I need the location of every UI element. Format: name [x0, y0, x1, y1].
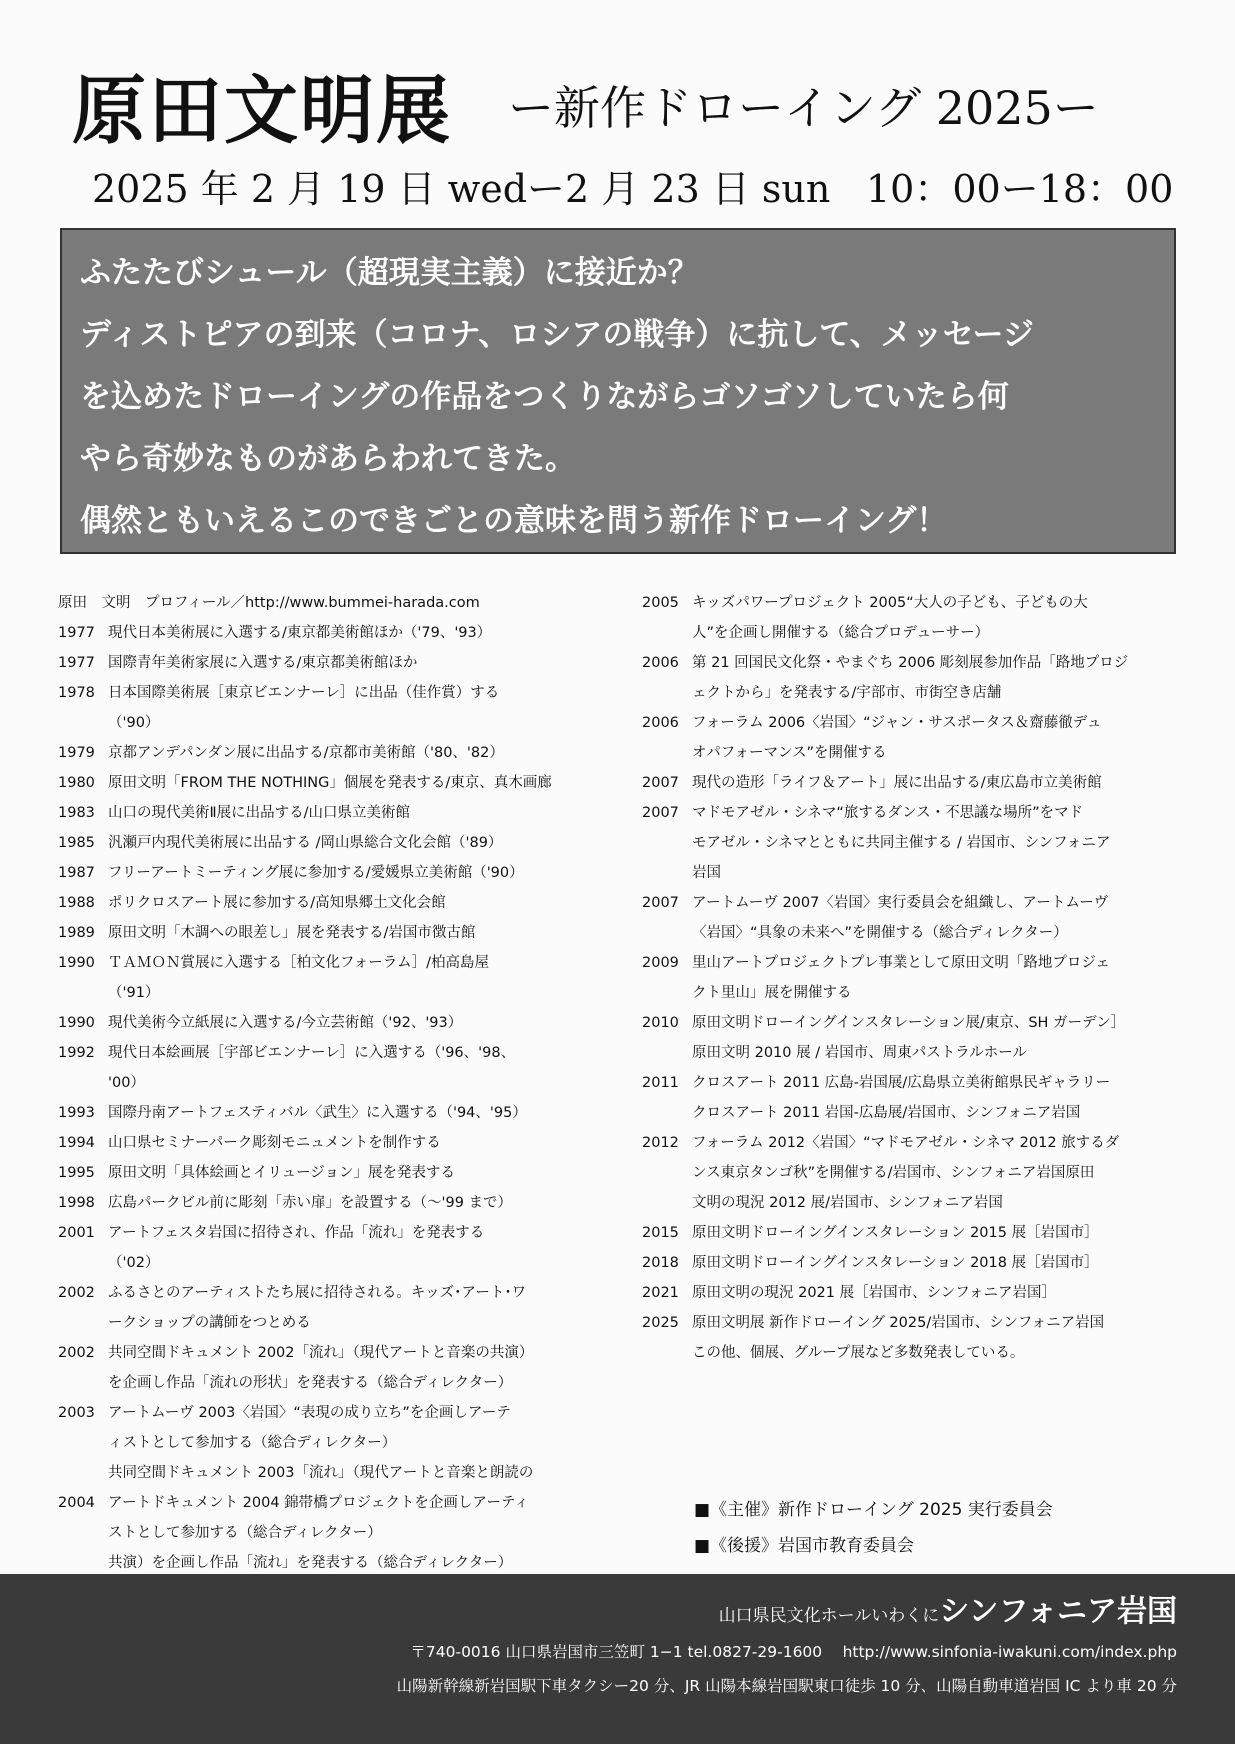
profile-entry [58, 1278, 618, 1308]
profile-entry [58, 1188, 618, 1218]
entry-text: アートフェスタ岩国に招待され、作品「流れ」を発表する [108, 1225, 485, 1241]
entry-year: 2004 [58, 1495, 95, 1511]
entry-text: を企画し作品「流れの形状」を発表する（総合ディレクター） [108, 1375, 513, 1391]
entry-year: 2021 [642, 1285, 679, 1301]
profile-entry [642, 798, 1182, 828]
entry-text: 国際丹南アートフェスティバル〈武生〉に入選する（'94、'95） [108, 1105, 527, 1121]
entry-year: 1983 [58, 805, 95, 821]
venue-address: 〒740-0016 山口県岩国市三笠町 1−1 tel.0827-29-1600 http://www.sinfonia-iwakuni.com/index.php [410, 1643, 1177, 1661]
profile-entry [642, 1278, 1182, 1308]
profile-entry [642, 1068, 1182, 1098]
profile-entry [58, 738, 618, 768]
entry-year [58, 708, 108, 738]
profile-header: 原田 文明 プロフィール／http://www.bummei-harada.com [58, 595, 480, 611]
profile-entry [642, 648, 1182, 678]
entry-text: 原田文明ドローイングインスタレーション 2015 展［岩国市］ [692, 1225, 1099, 1241]
entry-text: 京都アンデパンダン展に出品する/京都市美術館（'80、'82） [108, 745, 504, 761]
entry-text: 山口の現代美術Ⅱ展に出品する/山口県立美術館 [108, 805, 411, 821]
profile-entry [58, 1518, 618, 1548]
profile-entry [642, 1098, 1182, 1128]
entry-year: 2006 [642, 715, 679, 731]
entry-year [642, 1038, 692, 1068]
entry-text: 原田文明「具体絵画とイリュージョン」展を発表する [108, 1165, 455, 1181]
entry-text: ふるさとのアーティストたち展に招待される。キッズ･アート･ワ [108, 1285, 527, 1301]
entry-text: 現代の造形「ライフ＆アート」展に出品する/東広島市立美術館 [692, 775, 1102, 791]
entry-year [642, 738, 692, 768]
venue-footer [0, 1574, 1235, 1744]
entry-text: ンス東京タンゴ秋”を開催する/岩国市、シンフォニア岩国原田 [692, 1165, 1095, 1181]
entry-year: 1993 [58, 1105, 95, 1121]
entry-text: ポリクロスアート展に参加する/高知県郷土文化会館 [108, 895, 446, 911]
entry-year [642, 1188, 692, 1218]
entry-year: 1980 [58, 775, 95, 791]
entry-text: クト里山」展を開催する [692, 985, 852, 1001]
entry-text: ークショップの講師をつとめる [108, 1315, 311, 1331]
entry-text: 現代美術今立紙展に入選する/今立芸術館（'92、'93） [108, 1015, 463, 1031]
entry-year [642, 978, 692, 1008]
exhibition-title: 原田文明展 [72, 68, 452, 154]
profile-entry [58, 888, 618, 918]
entry-text: 原田文明の現況 2021 展［岩国市、シンフォニア岩国］ [692, 1285, 1057, 1301]
profile-entry [58, 768, 618, 798]
profile-entry [58, 1008, 618, 1038]
sponsors-block [694, 1492, 1053, 1564]
entry-year: 1990 [58, 1015, 95, 1031]
entry-text: この他、個展、グループ展など多数発表している。 [692, 1345, 1025, 1361]
profile-entry [642, 1158, 1182, 1188]
entry-year: 2007 [642, 775, 679, 791]
profile-entry [642, 858, 1182, 888]
profile-entry [642, 1248, 1182, 1278]
entry-text: 山口県セミナーパーク彫刻モニュメントを制作する [108, 1135, 441, 1151]
entry-year: 1995 [58, 1165, 95, 1181]
profile-entry [58, 1248, 618, 1278]
entry-year: 1977 [58, 625, 95, 641]
profile-entry [642, 828, 1182, 858]
entry-text: マドモアゼル・シネマ“旅するダンス・不思議な場所”をマド [692, 805, 1084, 821]
entry-text: 現代日本美術展に入選する/東京都美術館ほか（'79、'93） [108, 625, 492, 641]
entry-text: 原田文明展 新作ドローイング 2025/岩国市、シンフォニア岩国 [692, 1315, 1105, 1331]
profile-entry [58, 1218, 618, 1248]
entry-year: 1992 [58, 1045, 95, 1061]
entry-year [642, 918, 692, 948]
entry-text: アートムーヴ 2007〈岩国〉実行委員会を組織し、アートムーヴ [692, 895, 1109, 911]
profile-entry [642, 1308, 1182, 1338]
venue-name: シンフォニア岩国 [939, 1594, 1177, 1629]
entry-text: '00） [108, 1075, 145, 1091]
entry-year: 2011 [642, 1075, 679, 1091]
support-line: ■《後援》岩国市教育委員会 [694, 1536, 915, 1556]
profile-right-column [642, 588, 1182, 1368]
entry-text: 原田文明「FROM THE NOTHING」個展を発表する/東京、真木画廊 [108, 775, 552, 791]
entry-year: 1987 [58, 865, 95, 881]
entry-year [58, 1458, 108, 1488]
profile-entry [642, 1128, 1182, 1158]
entry-text: 原田文明「木調への眼差し」展を発表する/岩国市徴古館 [108, 925, 476, 941]
entry-year: 2007 [642, 895, 679, 911]
profile-entry [58, 678, 618, 708]
entry-year: 1994 [58, 1135, 95, 1151]
entry-year [642, 1338, 692, 1368]
entry-text: 共同空間ドキュメント 2003「流れ」（現代アートと音楽と朗読の [108, 1465, 534, 1481]
entry-year [58, 1248, 108, 1278]
entry-text: フォーラム 2012〈岩国〉“マドモアゼル・シネマ 2012 旅するダ [692, 1135, 1120, 1151]
profile-entry [58, 1308, 618, 1338]
profile-entry [642, 1038, 1182, 1068]
entry-text: モアゼル・シネマとともに共同主催する / 岩国市、シンフォニア [692, 835, 1111, 851]
entry-text: 里山アートプロジェクトプレ事業として原田文明「路地プロジェ [692, 955, 1111, 971]
entry-year: 2010 [642, 1015, 679, 1031]
entry-text: ストとして参加する（総合ディレクター） [108, 1525, 382, 1541]
entry-year: 2012 [642, 1135, 679, 1151]
statement-line: 偶然ともいえるこのできごとの意味を問う新作ドローイング！ [80, 503, 948, 539]
entry-year [58, 1068, 108, 1098]
exhibition-hours: 10：00ー18：00 [866, 167, 1174, 211]
entry-year: 2002 [58, 1345, 95, 1361]
entry-text: 日本国際美術展［東京ビエンナーレ］に出品（佳作賞）する [108, 685, 500, 701]
profile-entry [58, 1398, 618, 1428]
entry-year: 1978 [58, 685, 95, 701]
entry-text: クロスアート 2011 岩国-広島展/岩国市、シンフォニア岩国 [692, 1105, 1081, 1121]
profile-entry [642, 618, 1182, 648]
entry-year [58, 1368, 108, 1398]
profile-entry [642, 888, 1182, 918]
entry-year [58, 978, 108, 1008]
entry-year: 2003 [58, 1405, 95, 1421]
entry-year [642, 1098, 692, 1128]
exhibition-dates: 2025 年 2 月 19 日 wedー2 月 23 日 sun [92, 167, 831, 211]
profile-entry [642, 1338, 1182, 1368]
profile-entry [58, 1428, 618, 1458]
entry-year: 2009 [642, 955, 679, 971]
entry-year: 1989 [58, 925, 95, 941]
venue-title [719, 1586, 1177, 1630]
entry-text: 共同空間ドキュメント 2002「流れ」（現代アートと音楽の共演） [108, 1345, 534, 1361]
profile-entry [642, 1218, 1182, 1248]
entry-year: 1990 [58, 955, 95, 971]
statement-line: を込めたドローイングの作品をつくりながらゴソゴソしていたら何 [80, 379, 1009, 415]
profile-entry [642, 588, 1182, 618]
entry-text: 広島パークビル前に彫刻「赤い扉」を設置する（～'99 まで） [108, 1195, 513, 1211]
statement-banner [60, 228, 1176, 554]
entry-text: 原田文明ドローイングインスタレーション展/東京、SH ガーデン］ [692, 1015, 1126, 1031]
profile-entry [642, 768, 1182, 798]
profile-left-column [58, 588, 618, 1578]
profile-entry [58, 1038, 618, 1068]
entry-year [58, 1518, 108, 1548]
profile-entry [58, 1488, 618, 1518]
entry-text: アートドキュメント 2004 錦帯橋プロジェクトを企画しアーティ [108, 1495, 529, 1511]
profile-entry [642, 1008, 1182, 1038]
entry-year [642, 1158, 692, 1188]
entry-year [642, 618, 692, 648]
entry-text: 原田文明 2010 展 / 岩国市、周東パストラルホール [692, 1045, 1027, 1061]
entry-text: 共演）を企画し作品「流れ」を発表する（総合ディレクター） [108, 1555, 513, 1571]
venue-access: 山陽新幹線新岩国駅下車タクシー20 分、JR 山陽本線岩国駅東口徒歩 10 分、山陽自動車道岩国 IC より車 20 分 [396, 1677, 1177, 1695]
profile-entry [58, 708, 618, 738]
profile-entry [58, 798, 618, 828]
profile-entry [58, 648, 618, 678]
entry-year: 2005 [642, 595, 679, 611]
entry-year: 1998 [58, 1195, 95, 1211]
profile-entry [58, 1068, 618, 1098]
exhibition-subtitle: ー新作ドローイング 2025ー [508, 81, 1099, 135]
profile-entry [58, 978, 618, 1008]
entry-text: 人”を企画し開催する（総合プロデューサー） [692, 625, 990, 641]
entry-text: 汎瀬戸内現代美術展に出品する /岡山県総合文化会館（'89） [108, 835, 503, 851]
entry-year: 1977 [58, 655, 95, 671]
profile-entry [642, 708, 1182, 738]
profile-entry [58, 1128, 618, 1158]
venue-prefix: 山口県民文化ホールいわくに [718, 1606, 940, 1626]
profile-entry [58, 1368, 618, 1398]
entry-text: 原田文明ドローイングインスタレーション 2018 展［岩国市］ [692, 1255, 1099, 1271]
entry-year [642, 678, 692, 708]
entry-text: ィストとして参加する（総合ディレクター） [108, 1435, 397, 1451]
entry-text: フォーラム 2006〈岩国〉“ジャン・サスポータス＆齋藤徹デュ [692, 715, 1102, 731]
entry-year [58, 1308, 108, 1338]
entry-text: オパフォーマンス”を開催する [692, 745, 887, 761]
profile-entry [58, 1458, 618, 1488]
profile-entry [58, 858, 618, 888]
entry-text: 岩国 [692, 865, 721, 881]
entry-text: （'91） [108, 985, 160, 1001]
profile-entry [642, 1188, 1182, 1218]
entry-year: 2006 [642, 655, 679, 671]
entry-text: 〈岩国〉“具象の未来へ”を開催する（総合ディレクター） [692, 925, 1068, 941]
entry-text: （'02） [108, 1255, 160, 1271]
profile-entry [642, 948, 1182, 978]
entry-year [642, 828, 692, 858]
entry-year: 2001 [58, 1225, 95, 1241]
profile-entry [58, 948, 618, 978]
entry-text: アートムーヴ 2003〈岩国〉“表現の成り立ち”を企画しアーテ [108, 1405, 511, 1421]
profile-entry [58, 918, 618, 948]
profile-entry [642, 738, 1182, 768]
entry-year: 1985 [58, 835, 95, 851]
entry-year [58, 1428, 108, 1458]
entry-year: 2025 [642, 1315, 679, 1331]
profile-entry [58, 828, 618, 858]
profile-entry [642, 678, 1182, 708]
entry-year [642, 858, 692, 888]
statement-line: ディストピアの到来（コロナ、ロシアの戦争）に抗して、メッセージ [80, 317, 1034, 353]
entry-text: キッズパワープロジェクト 2005“大人の子ども、子どもの大 [692, 595, 1088, 611]
statement-line: ふたたびシュール（超現実主義）に接近か？ [80, 255, 699, 291]
entry-year: 2002 [58, 1285, 95, 1301]
profile-entry [58, 1338, 618, 1368]
entry-year: 2015 [642, 1225, 679, 1241]
entry-text: （'90） [108, 715, 160, 731]
profile-list-left [58, 618, 618, 1578]
profile-entry [58, 618, 618, 648]
entry-text: 文明の現況 2012 展/岩国市、シンフォニア岩国 [692, 1195, 1003, 1211]
entry-text: クロスアート 2011 広島-岩国展/広島県立美術館県民ギャラリー [692, 1075, 1111, 1091]
profile-list-right [642, 588, 1182, 1368]
entry-text: ェクトから」を発表する/宇部市、市街空き店舗 [692, 685, 1002, 701]
statement-line: やら奇妙なものがあらわれてきた。 [80, 441, 576, 477]
entry-year: 1988 [58, 895, 95, 911]
profile-entry [58, 1158, 618, 1188]
entry-text: 現代日本絵画展［宇部ビエンナーレ］に入選する（'96、'98、 [108, 1045, 516, 1061]
profile-entry [642, 918, 1182, 948]
entry-year: 2007 [642, 805, 679, 821]
entry-year: 1979 [58, 745, 95, 761]
entry-text: 第 21 回国民文化祭・やまぐち 2006 彫刻展参加作品「路地プロジ [692, 655, 1129, 671]
profile-entry [642, 978, 1182, 1008]
entry-text: フリーアートミーティング展に参加する/愛媛県立美術館（'90） [108, 865, 524, 881]
organizer-line: ■《主催》新作ドローイング 2025 実行委員会 [694, 1500, 1053, 1520]
entry-year: 2018 [642, 1255, 679, 1271]
entry-text: ＴＡＭＯＮ賞展に入選する［柏文化フォーラム］/柏高島屋 [108, 955, 490, 971]
entry-text: 国際青年美術家展に入選する/東京都美術館ほか [108, 655, 418, 671]
profile-entry [58, 1098, 618, 1128]
